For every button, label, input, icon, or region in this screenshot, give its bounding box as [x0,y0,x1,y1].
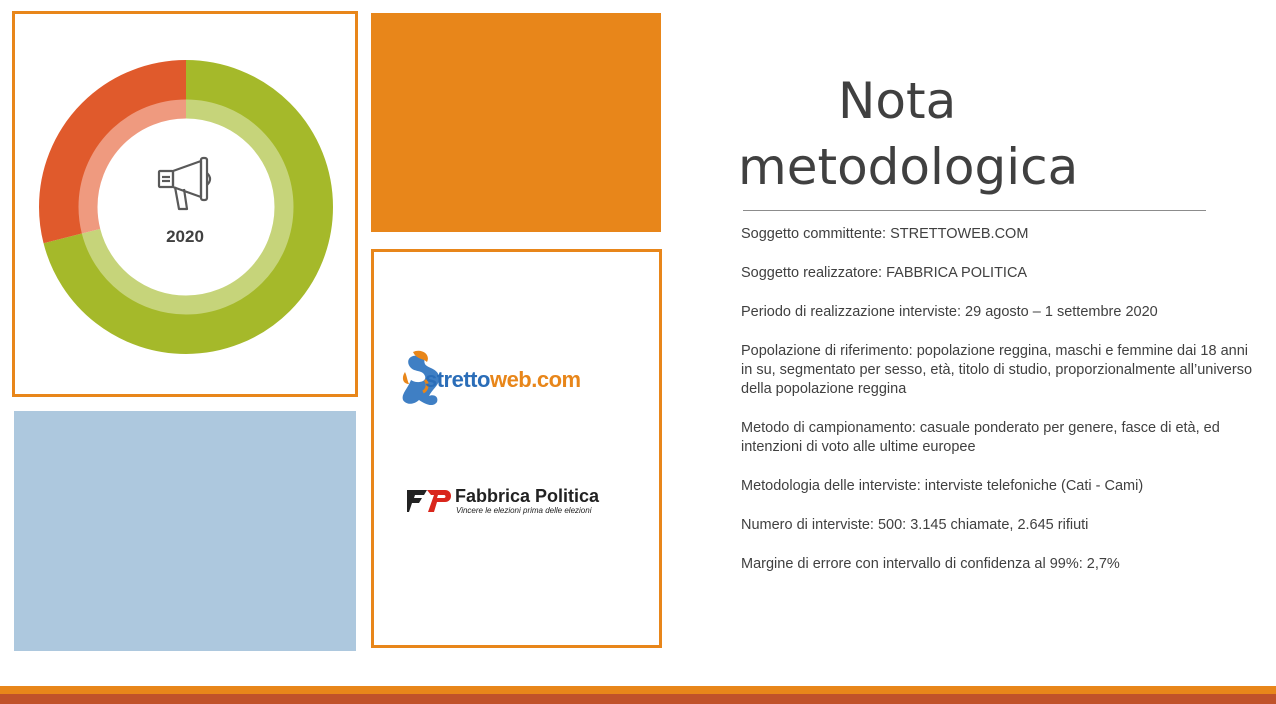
page-title [738,68,1208,200]
note-item: Soggetto realizzatore: FABBRICA POLITICA [741,265,1028,281]
footer-bar-orange [0,686,1276,694]
note-item: Margine di errore con intervallo di confidenza al 99%: 2,7% [741,556,1120,572]
title-line-2: metodologica [738,138,1079,196]
donut-chart [15,14,355,394]
megaphone-icon [159,158,210,209]
note-item: Popolazione di riferimento: popolazione reggina, maschi e femmine dai 18 anni in su, segmentato per sesso, età, titolo di studio, proporzionalmente all’universo della popolazione reggina [741,343,1253,397]
footer-bar-red [0,694,1276,704]
strettoweb-part2: web.com [489,367,581,392]
title-line-1: Nota [838,72,957,130]
year-label: 2020 [166,227,204,246]
fabbrica-politica-logo-mark [407,488,453,514]
strettoweb-logo-text [425,367,581,393]
note-item: Soggetto committente: STRETTOWEB.COM [741,226,1029,242]
donut-panel [12,11,358,397]
fabbrica-politica-name: Fabbrica Politica [455,486,600,506]
note-item: Metodo di campionamento: casuale ponderato per genere, fasce di età, ed intenzioni di voto alle ultime europee [741,420,1220,455]
strettoweb-part1: stretto [425,367,490,392]
note-item: Numero di interviste: 500: 3.145 chiamate, 2.645 rifiuti [741,517,1089,533]
logo-panel [371,249,662,648]
blue-block [14,411,356,651]
note-item: Metodologia delle interviste: interviste telefoniche (Cati - Cami) [741,478,1144,494]
fabbrica-politica-tagline: Vincere le elezioni prima delle elezioni [456,506,592,515]
title-divider [743,210,1206,211]
orange-block [371,13,661,232]
note-item: Periodo di realizzazione interviste: 29 agosto – 1 settembre 2020 [741,304,1158,320]
methodology-notes [741,225,1261,594]
